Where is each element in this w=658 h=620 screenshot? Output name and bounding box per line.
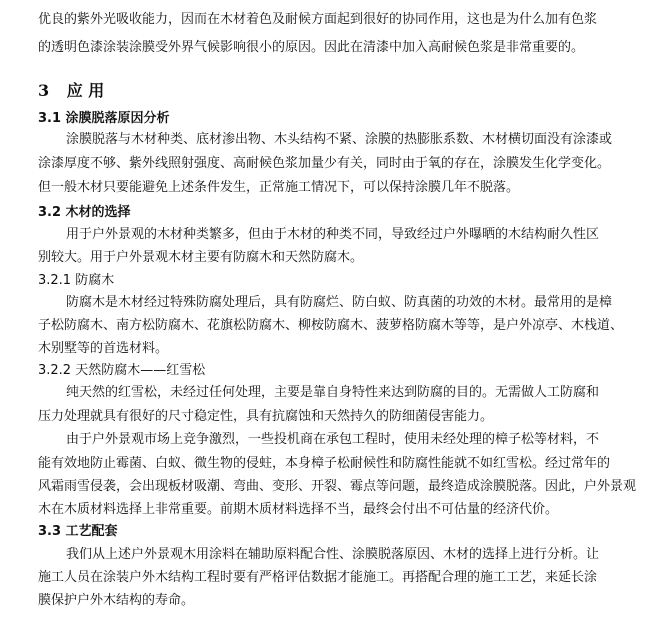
heading-3-1: 3.1 涂膜脱落原因分析 [38,111,170,126]
s322-line-3: 由于户外景观市场上竞争激烈，一些投机商在承包工程时，使用未经处理的樟子松等材料，不 [66,432,600,447]
s32-line-1: 用于户外景观的木材种类繁多，但由于木材的种类不同，导致经过户外曝晒的木结构耐久性区 [66,227,600,242]
heading-3-2-2: 3.2.2 天然防腐木——红雪松 [38,363,206,378]
section-title: 应 用 [66,81,105,100]
heading-3-2: 3.2 木材的选择 [38,205,131,220]
section-heading [38,82,658,100]
s31-line-2: 涂漆厚度不够、紫外线照射强度、高耐候色浆加量少有关，同时由于氧的存在，涂膜发生化学变化。 [38,156,611,171]
s321-line-3: 木别墅等的首选材料。 [38,341,169,356]
s322-line-5: 风霜雨雪侵袭，会出现板材吸潮、弯曲、变形、开裂、霉点等问题，最终造成涂膜脱落。因此，户外景观 [38,479,637,494]
s31-line-3: 但一般木材只要能避免上述条件发生，正常施工情况下，可以保持涂膜几年不脱落。 [38,180,520,195]
s322-line-1: 纯天然的红雪松，未经过任何处理，主要是靠自身特性来达到防腐的目的。无需做人工防腐和 [66,385,600,400]
heading-3-3: 3.3 工艺配套 [38,524,118,539]
s322-line-6: 木在木质材料选择上非常重要。前期木质材料选择不当，最终会付出不可估量的经济代价。 [38,502,559,517]
s322-line-2: 压力处理就具有很好的尺寸稳定性，具有抗腐蚀和天然持久的防细菌侵害能力。 [38,409,494,424]
s33-line-1: 我们从上述户外景观木用涂料在辅助原料配合性、涂膜脱落原因、木材的选择上进行分析。让 [66,547,600,562]
s321-line-1: 防腐木是木材经过特殊防腐处理后，具有防腐烂、防白蚁、防真菌的功效的木材。最常用的是樟 [66,295,613,310]
s33-line-2: 施工人员在涂装户外木结构工程时要有严格评估数据才能施工。再搭配合理的施工工艺，来延长涂 [38,570,598,585]
s321-line-2: 子松防腐木、南方松防腐木、花旗松防腐木、柳桉防腐木、菠萝格防腐木等等，是户外凉亭、木栈道、 [38,318,624,333]
heading-3-2-1: 3.2.1 防腐木 [38,273,115,288]
s33-line-3: 膜保护户外木结构的寿命。 [38,593,195,608]
s32-line-2: 别较大。用于户外景观木材主要有防腐木和天然防腐木。 [38,250,364,265]
s31-line-1: 涂膜脱落与木材种类、底材渗出物、木头结构不紧、涂膜的热膨胀系数、木材横切面没有涂漆或 [66,132,613,147]
s322-line-4: 能有效地防止霉菌、白蚁、微生物的侵蛀，本身樟子松耐候性和防腐性能就不如红雪松。经过常年的 [38,456,611,471]
intro-line-2: 的透明色漆涂装涂膜受外界气候影响很小的原因。因此在清漆中加入高耐候色浆是非常重要的。 [38,40,585,55]
intro-line-1: 优良的紫外光吸收能力，因而在木材着色及耐候方面起到很好的协同作用，这也是为什么加有色浆 [38,12,598,27]
section-number: 3 [38,81,50,100]
